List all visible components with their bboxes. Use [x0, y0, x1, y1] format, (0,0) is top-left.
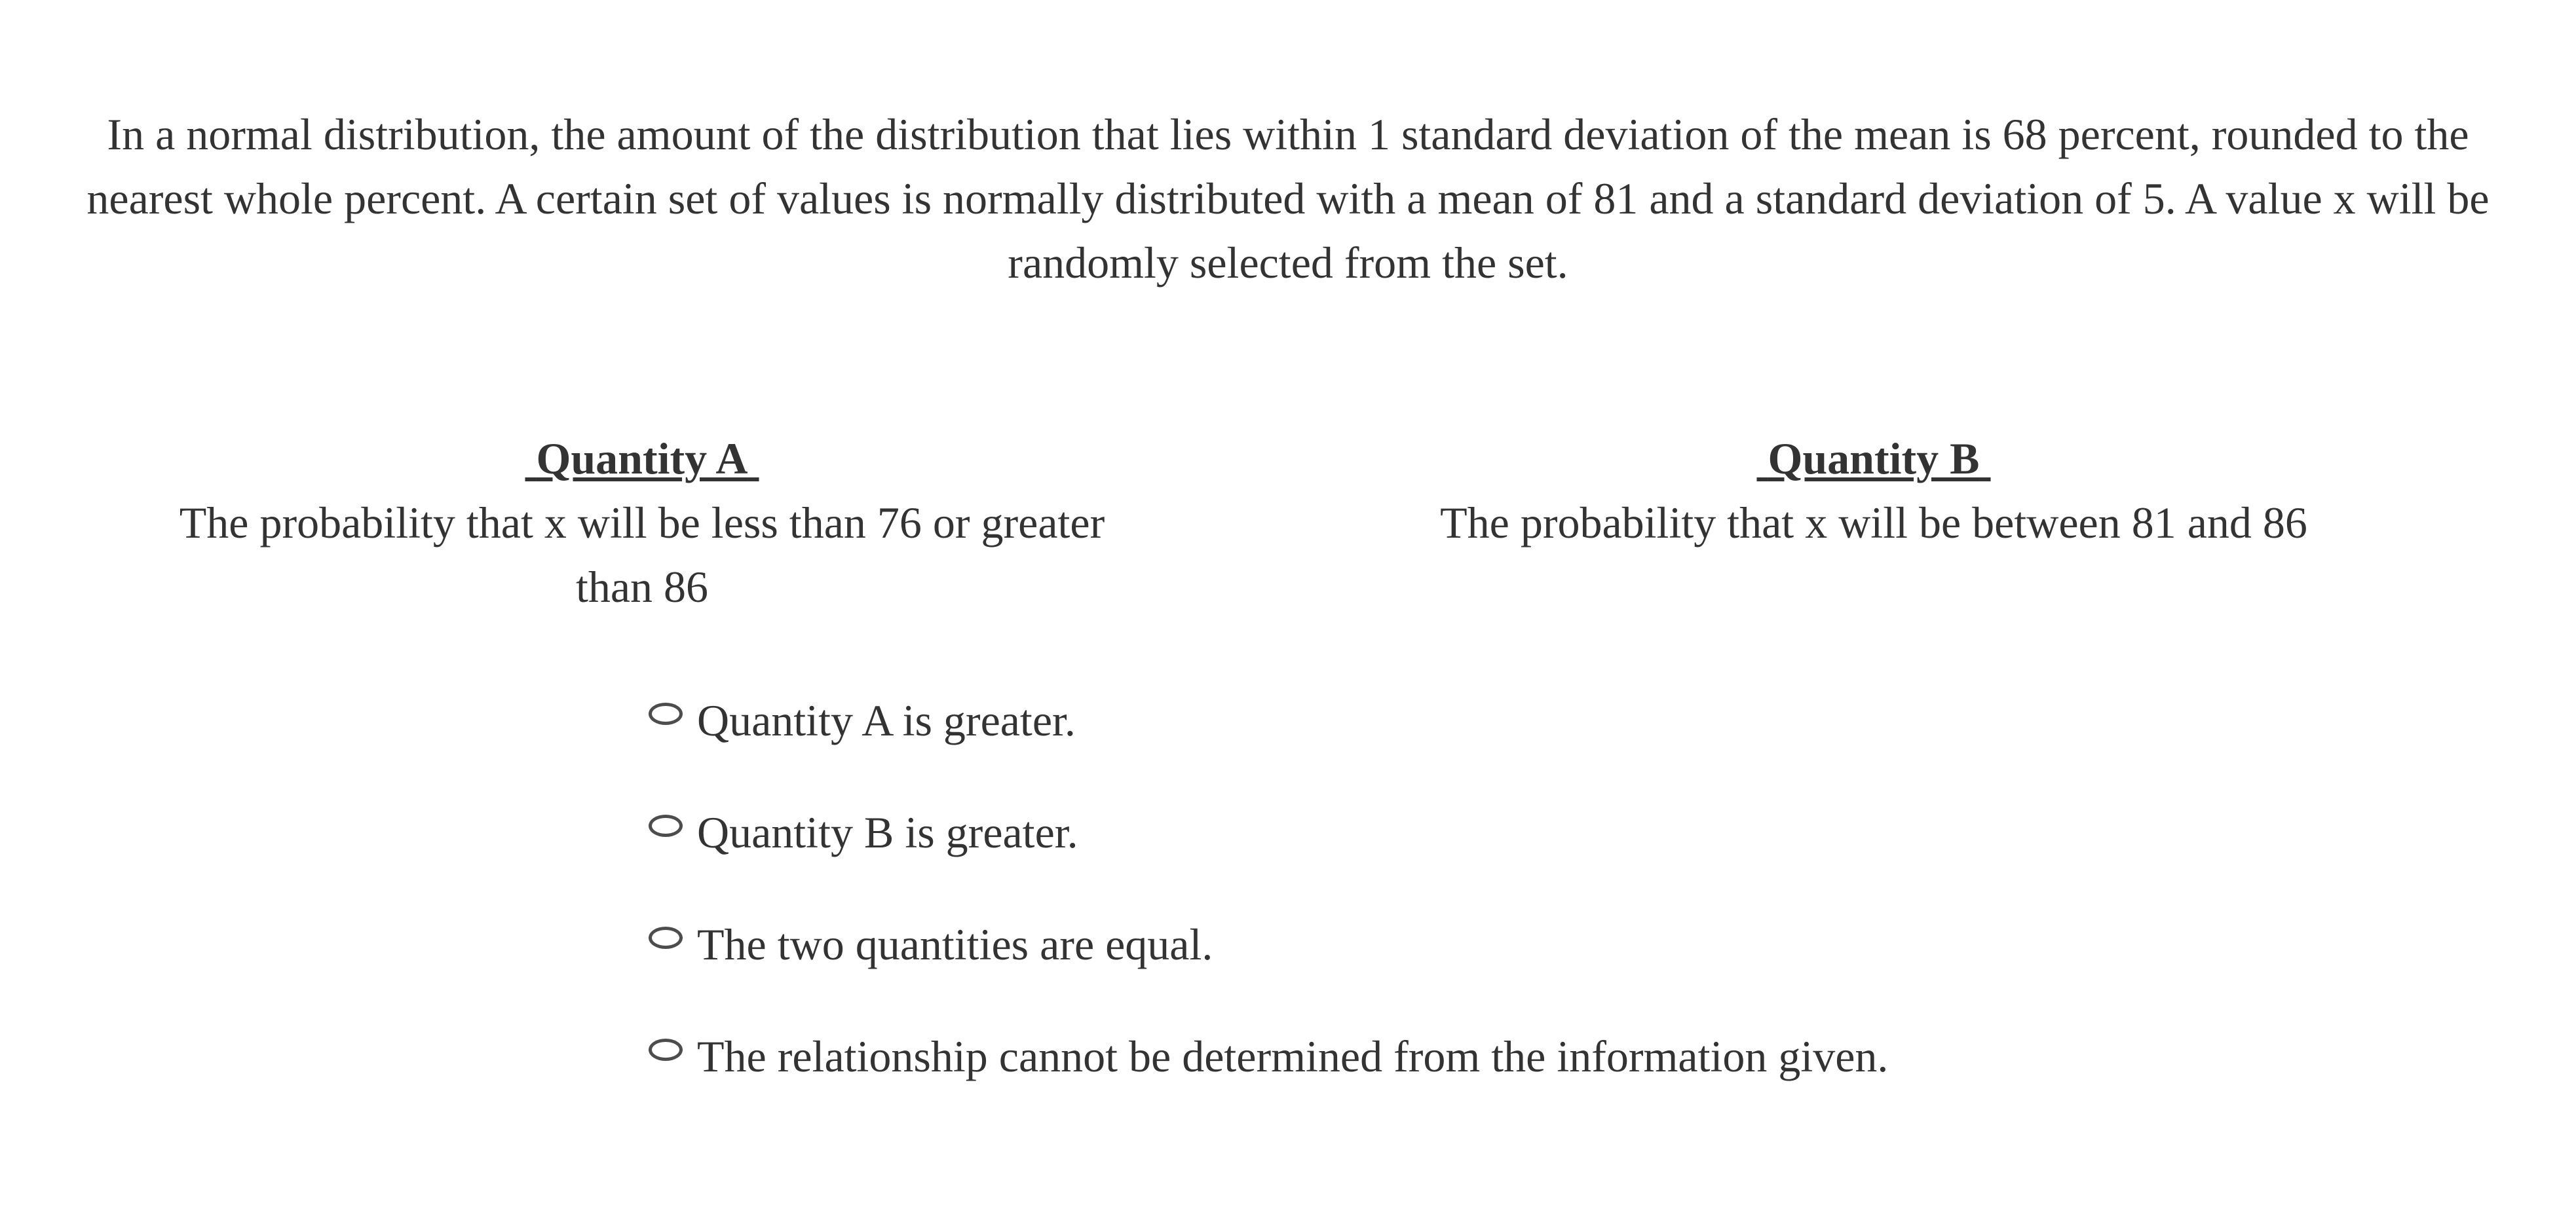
quantity-a-description-line: The probability that x will be less than 76 or greater — [179, 498, 1105, 547]
answer-option-quantities-equal[interactable] — [649, 912, 2576, 976]
quantity-b-description-line: The probability that x will be between 81 and 86 — [1440, 498, 2307, 547]
answer-option-cannot-be-determined[interactable] — [649, 1024, 2576, 1088]
quantity-a-column — [26, 426, 1258, 619]
answer-option-label: The two quantities are equal. — [697, 919, 1213, 969]
question-paragraph-line: nearest whole percent. A certain set of values is normally distributed with a mean of 81 and a standard deviation of 5. A value x will be — [86, 174, 2490, 223]
quantity-b-heading — [1258, 426, 2490, 491]
quantity-comparison-table — [26, 426, 2490, 619]
quantity-b-heading-label: Quantity B — [1768, 434, 1980, 483]
radio-button-icon[interactable] — [649, 815, 683, 837]
question-paragraph — [76, 102, 2500, 295]
answer-option-label: The relationship cannot be determined from the information given. — [697, 1031, 1889, 1081]
radio-button-icon[interactable] — [649, 927, 683, 949]
radio-button-icon[interactable] — [649, 703, 683, 725]
answer-option-label: Quantity B is greater. — [697, 807, 1078, 857]
quantity-a-description-line: than 86 — [575, 562, 709, 612]
answer-option-quantity-a-greater[interactable] — [649, 688, 2576, 752]
quantity-b-column — [1258, 426, 2490, 619]
answer-option-label: Quantity A is greater. — [697, 695, 1076, 745]
question-paragraph-line: randomly selected from the set. — [1008, 238, 1568, 287]
question-paragraph-line: In a normal distribution, the amount of the distribution that lies within 1 standard deviation of the mean is 68 percent, rounded to the — [107, 109, 2469, 159]
answer-options — [649, 688, 2576, 1088]
quantity-a-heading-label: Quantity A — [536, 434, 748, 483]
quantity-a-heading — [26, 426, 1258, 491]
radio-button-icon[interactable] — [649, 1039, 683, 1061]
answer-option-quantity-b-greater[interactable] — [649, 800, 2576, 864]
